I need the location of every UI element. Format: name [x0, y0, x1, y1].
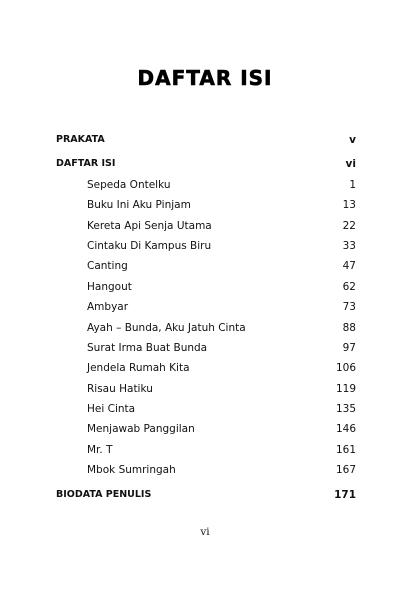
toc-entry	[56, 198, 356, 218]
toc-page-number: 62	[342, 280, 356, 293]
toc-page-number: 13	[342, 199, 356, 212]
toc-entry	[56, 239, 356, 259]
toc-page-number: 135	[335, 403, 356, 416]
toc-section-label: PRAKATA	[56, 134, 105, 145]
toc-page-number: 1	[349, 178, 356, 191]
toc-entry	[56, 280, 356, 300]
toc-section-prakata	[56, 133, 356, 153]
toc-entry-title: Ambyar	[87, 301, 129, 314]
toc-page-number: 119	[335, 382, 356, 395]
toc-entry-title: Jendela Rumah Kita	[87, 362, 190, 375]
toc-entry	[56, 443, 356, 463]
toc-entry-title: Kereta Api Senja Utama	[87, 219, 212, 232]
toc-entry	[56, 178, 356, 198]
toc-entry	[56, 402, 356, 422]
toc-section-label: BIODATA PENULIS	[56, 488, 152, 500]
toc-entry	[56, 341, 356, 361]
toc-page-number: vi	[345, 158, 356, 171]
toc-page-number: 22	[342, 219, 356, 232]
toc-entry	[56, 422, 356, 442]
toc-section-label: DAFTAR ISI	[56, 158, 116, 170]
toc-entry-title: Canting	[87, 260, 128, 273]
toc-section-daftar-isi	[56, 157, 356, 177]
toc-entry	[56, 361, 356, 381]
toc-page-number: 88	[342, 321, 356, 334]
table-of-contents	[56, 133, 356, 508]
page-footer-number: vi	[200, 526, 210, 538]
toc-page-number: 146	[335, 423, 356, 436]
toc-entry-title: Buku Ini Aku Pinjam	[87, 199, 191, 212]
toc-entry	[56, 382, 356, 402]
toc-entry-title: Mr. T	[87, 443, 113, 456]
toc-page-number: 73	[342, 301, 356, 314]
toc-entry	[56, 259, 356, 279]
toc-entry	[56, 463, 356, 483]
toc-entry-title: Hangout	[87, 280, 132, 293]
toc-page-number: 171	[334, 488, 356, 501]
toc-entry-title: Surat Irma Buat Bunda	[87, 341, 208, 354]
toc-entry-title: Cintaku Di Kampus Biru	[87, 239, 212, 252]
toc-entry-title: Ayah – Bunda, Aku Jatuh Cinta	[87, 321, 246, 334]
toc-page-number: 33	[342, 239, 356, 252]
toc-entry	[56, 321, 356, 341]
toc-entry-title: Hei Cinta	[87, 403, 136, 416]
toc-entry-title: Menjawab Panggilan	[87, 423, 195, 436]
toc-page-number: 47	[342, 260, 356, 273]
page-title: DAFTAR ISI	[137, 66, 273, 90]
toc-page-number: 97	[342, 341, 356, 354]
toc-entries	[56, 178, 356, 484]
toc-page-number: 167	[335, 464, 356, 477]
toc-page-number: 161	[335, 443, 356, 456]
toc-entry-title: Mbok Sumringah	[87, 464, 176, 477]
toc-entry-title: Sepeda Ontelku	[87, 178, 171, 191]
toc-entry	[56, 300, 356, 320]
toc-entry-title: Risau Hatiku	[87, 382, 153, 395]
toc-section-biodata	[56, 488, 356, 508]
toc-page-number: 106	[335, 362, 356, 375]
toc-entry	[56, 219, 356, 239]
toc-page-number: v	[349, 134, 356, 146]
